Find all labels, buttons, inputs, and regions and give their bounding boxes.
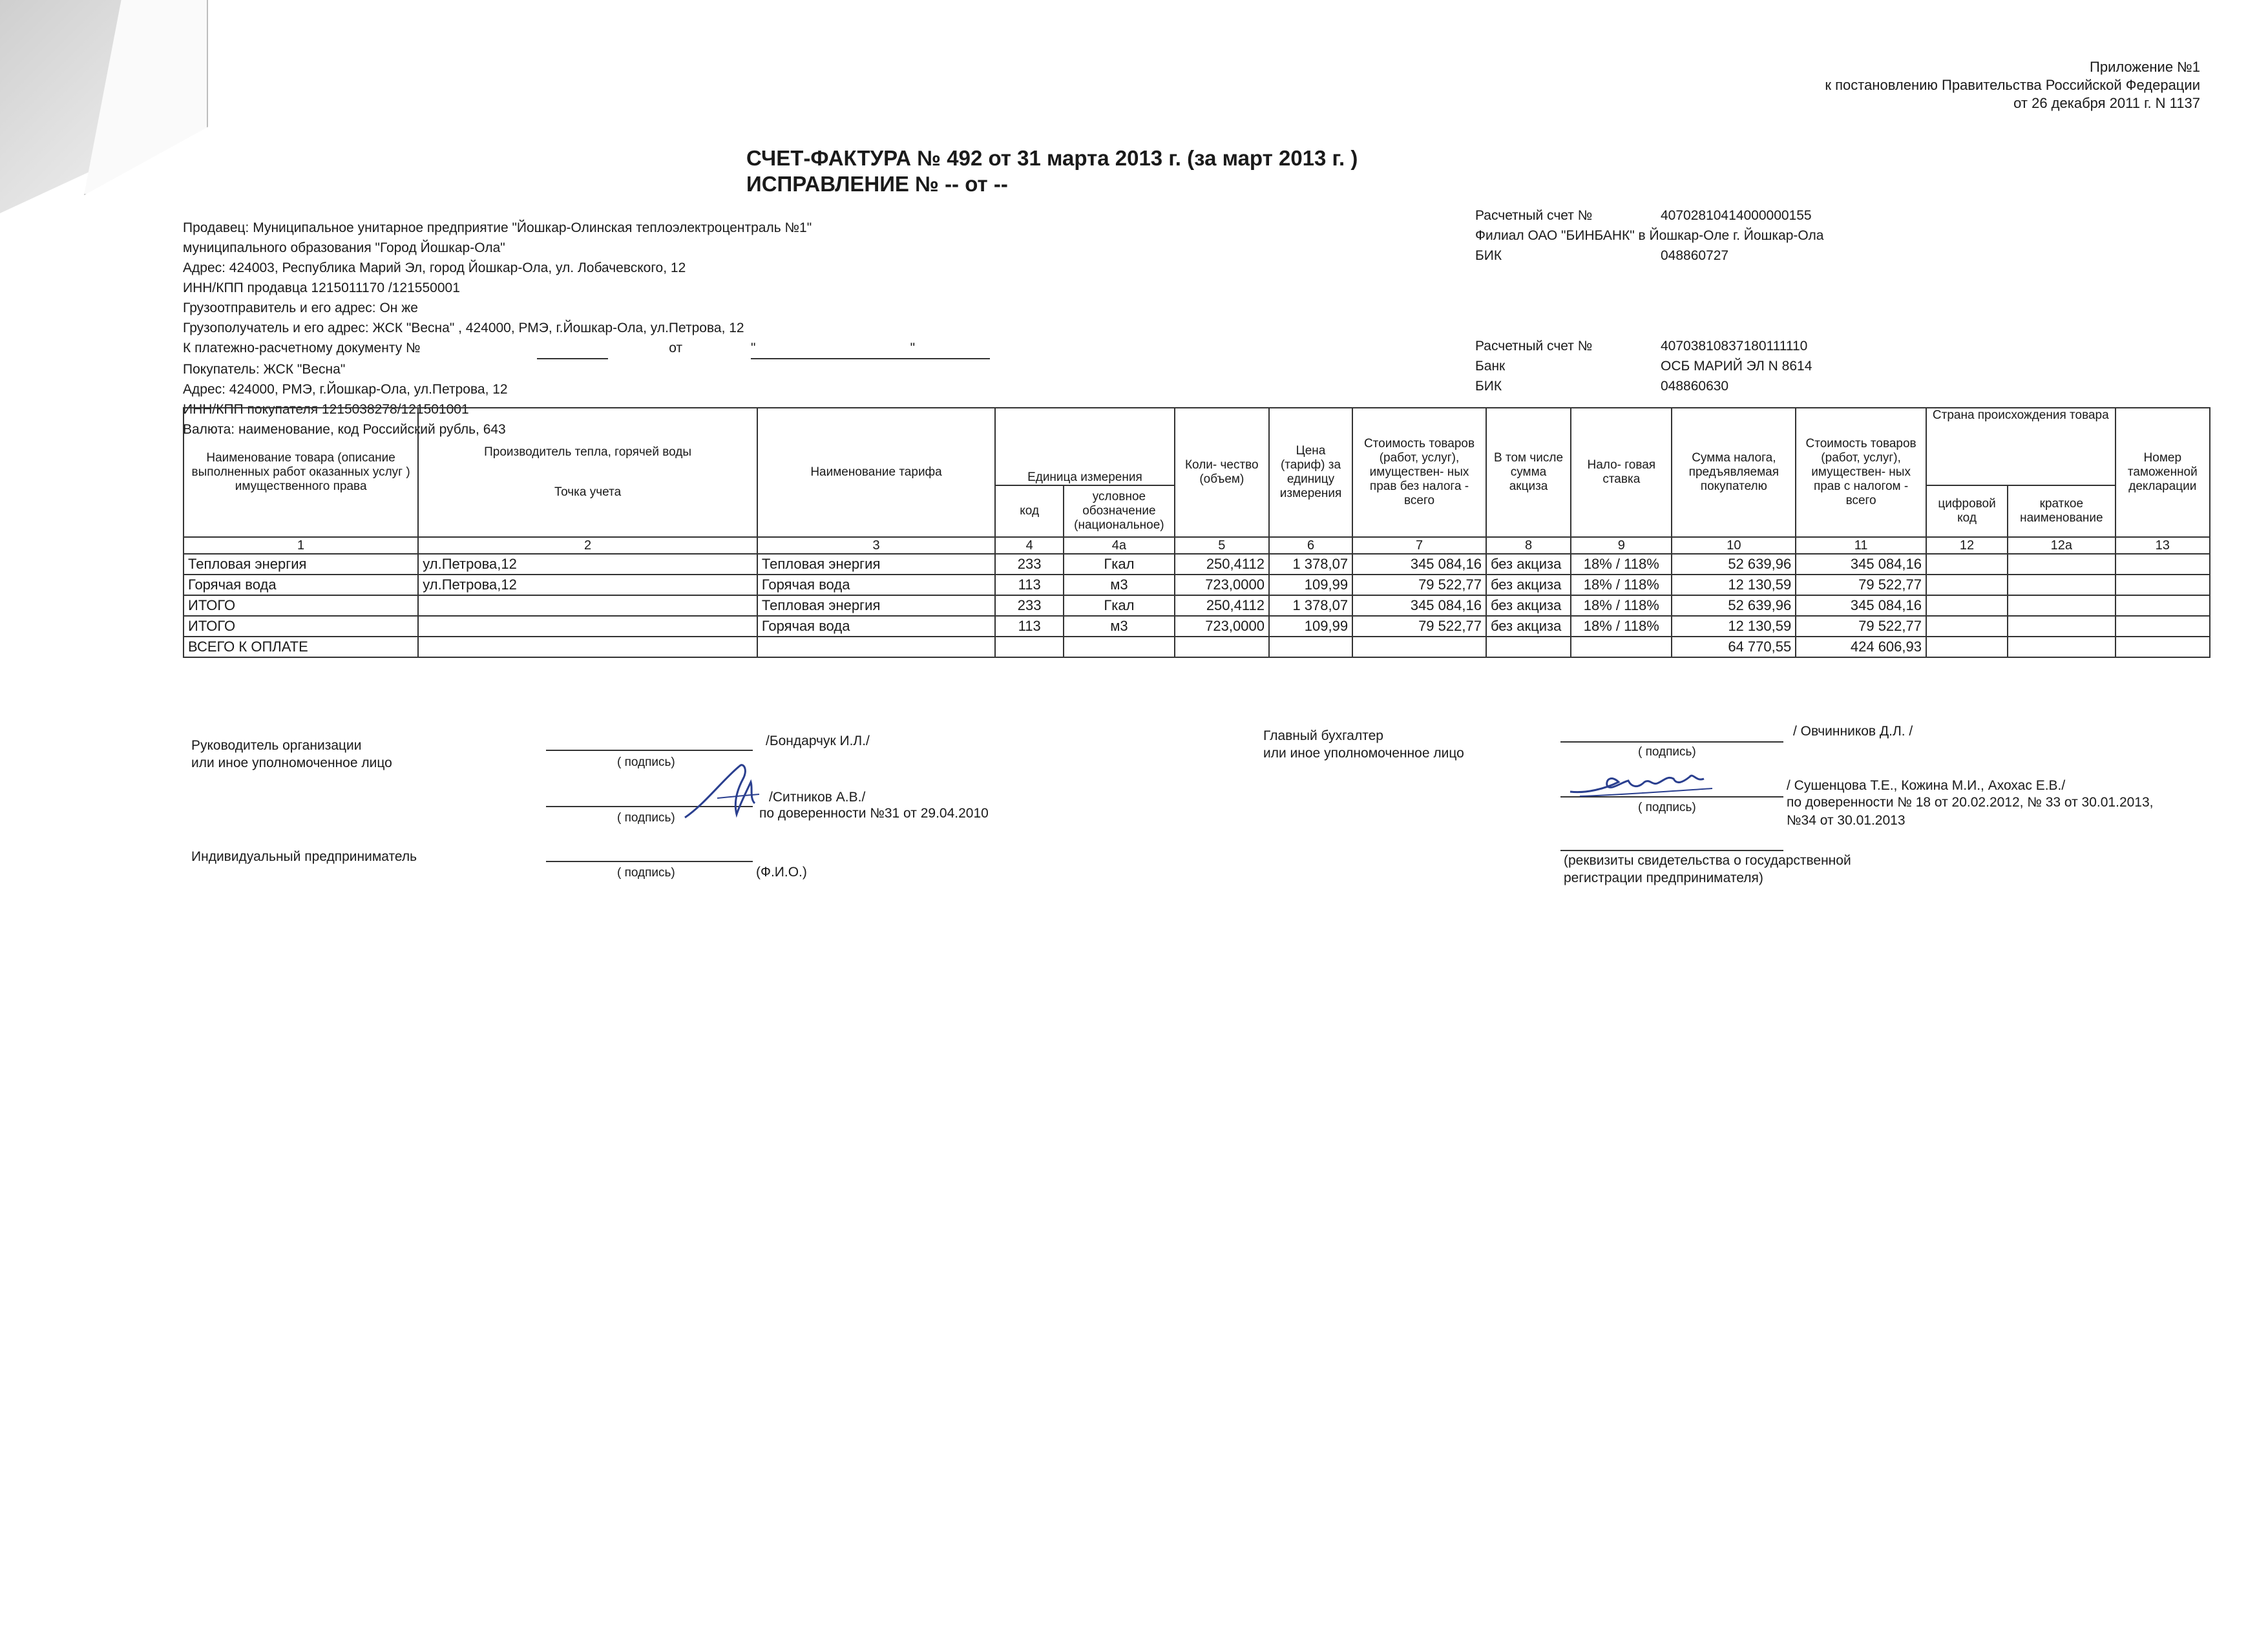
accountant-power-1: по доверенности № 18 от 20.02.2012, № 33 от 30.01.2013, [1787, 795, 2154, 810]
registration-caption-line2: регистрации предпринимателя) [1564, 871, 1763, 885]
registration-caption [1564, 852, 1851, 887]
invoice-title [746, 145, 1358, 197]
cell-tax: 12 130,59 [1672, 616, 1796, 637]
cell-tax: 52 639,96 [1672, 595, 1796, 616]
accountant-name-1: / Овчинников Д.Л. / [1793, 724, 1913, 739]
header-tax-amount: Сумма налога, предъявляемая покупателю [1672, 408, 1796, 537]
buyer-account-label: Расчетный счет № [1475, 339, 1593, 354]
header-tax-rate: Нало- говая ставка [1571, 408, 1672, 537]
buyer-bik-label: БИК [1475, 379, 1502, 394]
column-number: 3 [757, 537, 995, 554]
head-label-line1: Руководитель организации [191, 738, 362, 753]
column-number: 7 [1352, 537, 1486, 554]
cell-unit: м3 [1064, 616, 1175, 637]
cell-quantity: 250,4112 [1175, 595, 1269, 616]
cell-product: ИТОГО [184, 595, 418, 616]
entrepreneur-signature-line [546, 861, 753, 862]
seller-bank-block [1475, 206, 1823, 266]
total-sum: 424 606,93 [1796, 637, 1926, 657]
accountant-label-line2: или иное уполномоченное лицо [1263, 746, 1464, 761]
cell-cost: 345 084,16 [1352, 554, 1486, 575]
entrepreneur-label: Индивидуальный предприниматель [191, 849, 417, 864]
registration-line [1560, 850, 1783, 851]
seller-bank-branch: Филиал ОАО "БИНБАНК" в Йошкар-Оле г. Йошкар-Ола [1475, 228, 1824, 243]
cell-excise: без акциза [1486, 595, 1571, 616]
column-number: 4 [995, 537, 1064, 554]
seller-name-line1: Продавец: Муниципальное унитарное предприятие "Йошкар-Олинская теплоэлектроцентраль №1" [183, 220, 812, 235]
accountant-name-2: / Сушенцова Т.Е., Кожина М.И., Ахохас Е.В./ [1787, 778, 2066, 793]
appendix-reference [1825, 58, 2200, 112]
accountant-handwritten-signature [1567, 756, 1716, 805]
cell-quantity: 250,4112 [1175, 554, 1269, 575]
cell-price: 1 378,07 [1269, 554, 1352, 575]
appendix-line-2: к постановлению Правительства Российской Федерации [1825, 77, 2200, 93]
cell-country-name [2008, 575, 2115, 595]
column-number: 12а [2008, 537, 2115, 554]
cell-country-name [2008, 595, 2115, 616]
cell-unit-code: 113 [995, 575, 1064, 595]
buyer-name: Покупатель: ЖСК "Весна" [183, 362, 346, 377]
seller-address: Адрес: 424003, Республика Марий Эл, город Йошкар-Ола, ул. Лобачевского, 12 [183, 260, 686, 275]
header-unit-code: код [995, 485, 1064, 537]
shipper: Грузоотправитель и его адрес: Он же [183, 301, 418, 315]
invoice-table [183, 407, 2210, 658]
total-tax: 64 770,55 [1672, 637, 1796, 657]
buyer-bik: 048860630 [1661, 379, 1729, 394]
head-label [191, 737, 392, 772]
seller-bik-label: БИК [1475, 248, 1502, 263]
cell-product: Горячая вода [184, 575, 418, 595]
cell-excise: без акциза [1486, 554, 1571, 575]
head-power-of-attorney: по доверенности №31 от 29.04.2010 [759, 806, 989, 821]
cell-declaration [2116, 616, 2210, 637]
seller-name-line2: муниципального образования "Город Йошкар-Ола" [183, 240, 505, 255]
cell-unit: м3 [1064, 575, 1175, 595]
total-row [184, 637, 2210, 657]
buyer-address: Адрес: 424000, РМЭ, г.Йошкар-Ола, ул.Петрова, 12 [183, 382, 508, 397]
payment-doc-date-line: " " [751, 338, 990, 359]
column-number: 13 [2116, 537, 2210, 554]
buyer-inn: ИНН/КПП покупателя 1215038278/121501001 [183, 402, 469, 417]
header-producer-label: Производитель тепла, горячей воды [484, 445, 692, 459]
cell-quantity: 723,0000 [1175, 575, 1269, 595]
header-metering-point: Точка учета [554, 485, 622, 499]
cell-rate: 18% / 118% [1571, 616, 1672, 637]
cell-rate: 18% / 118% [1571, 595, 1672, 616]
cell-country-code [1926, 595, 2008, 616]
cell-country-name [2008, 554, 2115, 575]
accountant-signature-line-1 [1560, 741, 1783, 743]
head-name-2: /Ситников А.В./ [769, 790, 866, 805]
column-number: 5 [1175, 537, 1269, 554]
table-row [184, 575, 2210, 595]
header-quantity: Коли- чество (объем) [1175, 408, 1269, 537]
cell-tax: 52 639,96 [1672, 554, 1796, 575]
cell-cost: 345 084,16 [1352, 595, 1486, 616]
head-name-1: /Бондарчук И.Л./ [766, 734, 870, 748]
header-producer [418, 408, 757, 537]
table-row [184, 554, 2210, 575]
appendix-line-1: Приложение №1 [2090, 59, 2200, 75]
column-number: 2 [418, 537, 757, 554]
table-row [184, 616, 2210, 637]
seller-bik: 048860727 [1661, 248, 1729, 263]
cell-excise: без акциза [1486, 575, 1571, 595]
signature-caption: ( подпись) [617, 755, 675, 769]
cell-total: 79 522,77 [1796, 616, 1926, 637]
payment-doc-number-line [537, 338, 608, 359]
seller-inn: ИНН/КПП продавца 1215011170 /121550001 [183, 280, 460, 295]
appendix-line-3: от 26 декабря 2011 г. N 1137 [2013, 95, 2200, 111]
seller-account: 40702810414000000155 [1661, 208, 1812, 223]
fio-caption: (Ф.И.О.) [756, 865, 807, 880]
cell-tariff: Тепловая энергия [757, 595, 995, 616]
header-country: Страна происхождения товара [1926, 408, 2116, 485]
cell-price: 1 378,07 [1269, 595, 1352, 616]
column-number: 6 [1269, 537, 1352, 554]
cell-tariff: Горячая вода [757, 616, 995, 637]
signature-caption: ( подпись) [1638, 801, 1696, 814]
cell-point: ул.Петрова,12 [418, 575, 757, 595]
table-row [184, 595, 2210, 616]
payment-document-row [183, 338, 990, 359]
header-product-name: Наименование товара (описание выполненных работ оказанных услуг ) имущественного права [184, 408, 418, 537]
cell-unit-code: 113 [995, 616, 1064, 637]
buyer-account: 40703810837180111110 [1661, 339, 1808, 354]
header-unit-symbol: условное обозначение (национальное) [1064, 485, 1175, 537]
cell-point [418, 616, 757, 637]
cell-total: 345 084,16 [1796, 595, 1926, 616]
buyer-bank: ОСБ МАРИЙ ЭЛ N 8614 [1661, 359, 1812, 374]
cell-rate: 18% / 118% [1571, 554, 1672, 575]
cell-total: 345 084,16 [1796, 554, 1926, 575]
head-signature-line-1 [546, 750, 753, 751]
header-country-name: краткое наименование [2008, 485, 2115, 537]
cell-country-code [1926, 554, 2008, 575]
consignee: Грузополучатель и его адрес: ЖСК "Весна" , 424000, РМЭ, г.Йошкар-Ола, ул.Петрова, 12 [183, 321, 744, 335]
column-number-row [184, 537, 2210, 554]
payment-doc-from-label: от [669, 341, 683, 355]
signature-caption: ( подпись) [617, 811, 675, 825]
header-price: Цена (тариф) за единицу измерения [1269, 408, 1352, 537]
cell-product: Тепловая энергия [184, 554, 418, 575]
cell-country-name [2008, 616, 2115, 637]
cell-point: ул.Петрова,12 [418, 554, 757, 575]
cell-declaration [2116, 554, 2210, 575]
cell-quantity: 723,0000 [1175, 616, 1269, 637]
cell-country-code [1926, 616, 2008, 637]
table-header-row [184, 408, 2210, 485]
column-number: 11 [1796, 537, 1926, 554]
cell-unit-code: 233 [995, 554, 1064, 575]
cell-unit: Гкал [1064, 554, 1175, 575]
head-label-line2: или иное уполномоченное лицо [191, 755, 392, 770]
header-excise: В том числе сумма акциза [1486, 408, 1571, 537]
header-unit: Единица измерения [995, 408, 1174, 485]
column-number: 9 [1571, 537, 1672, 554]
cell-declaration [2116, 575, 2210, 595]
seller-block [183, 218, 990, 439]
cell-tariff: Тепловая энергия [757, 554, 995, 575]
cell-product: ИТОГО [184, 616, 418, 637]
seller-account-label: Расчетный счет № [1475, 208, 1593, 223]
column-number: 1 [184, 537, 418, 554]
signature-caption: ( подпись) [1638, 745, 1696, 759]
cell-price: 109,99 [1269, 616, 1352, 637]
accountant-label-line1: Главный бухгалтер [1263, 728, 1383, 743]
cell-tariff: Горячая вода [757, 575, 995, 595]
currency: Валюта: наименование, код Российский рубль, 643 [183, 422, 506, 437]
column-number: 10 [1672, 537, 1796, 554]
total-label: ВСЕГО К ОПЛАТЕ [184, 637, 418, 657]
header-cost-without-tax: Стоимость товаров (работ, услуг), имуществен- ных прав без налога - всего [1352, 408, 1486, 537]
cell-price: 109,99 [1269, 575, 1352, 595]
cell-cost: 79 522,77 [1352, 575, 1486, 595]
accountant-label [1263, 727, 1464, 762]
signature-caption: ( подпись) [617, 866, 675, 880]
column-number: 12 [1926, 537, 2008, 554]
cell-tax: 12 130,59 [1672, 575, 1796, 595]
cell-unit: Гкал [1064, 595, 1175, 616]
header-customs-declaration: Номер таможенной декларации [2116, 408, 2210, 537]
column-number: 8 [1486, 537, 1571, 554]
head-handwritten-signature [678, 753, 775, 830]
cell-total: 79 522,77 [1796, 575, 1926, 595]
registration-caption-line1: (реквизиты свидетельства о государственной [1564, 853, 1851, 868]
header-cost-with-tax: Стоимость товаров (работ, услуг), имуществен- ных прав с налогом - всего [1796, 408, 1926, 537]
cell-point [418, 595, 757, 616]
cell-country-code [1926, 575, 2008, 595]
invoice-title-main: СЧЕТ-ФАКТУРА № 492 от 31 марта 2013 г. (за март 2013 г. ) [746, 146, 1358, 170]
buyer-bank-block [1475, 336, 1812, 396]
cell-cost: 79 522,77 [1352, 616, 1486, 637]
cell-unit-code: 233 [995, 595, 1064, 616]
cell-excise: без акциза [1486, 616, 1571, 637]
payment-doc-label: К платежно-расчетному документу № [183, 341, 421, 355]
buyer-bank-label: Банк [1475, 359, 1506, 374]
column-number: 4а [1064, 537, 1175, 554]
header-country-code: цифровой код [1926, 485, 2008, 537]
accountant-power-2: №34 от 30.01.2013 [1787, 813, 1906, 828]
invoice-correction: ИСПРАВЛЕНИЕ № -- от -- [746, 172, 1008, 196]
cell-declaration [2116, 595, 2210, 616]
header-tariff: Наименование тарифа [757, 408, 995, 537]
cell-rate: 18% / 118% [1571, 575, 1672, 595]
